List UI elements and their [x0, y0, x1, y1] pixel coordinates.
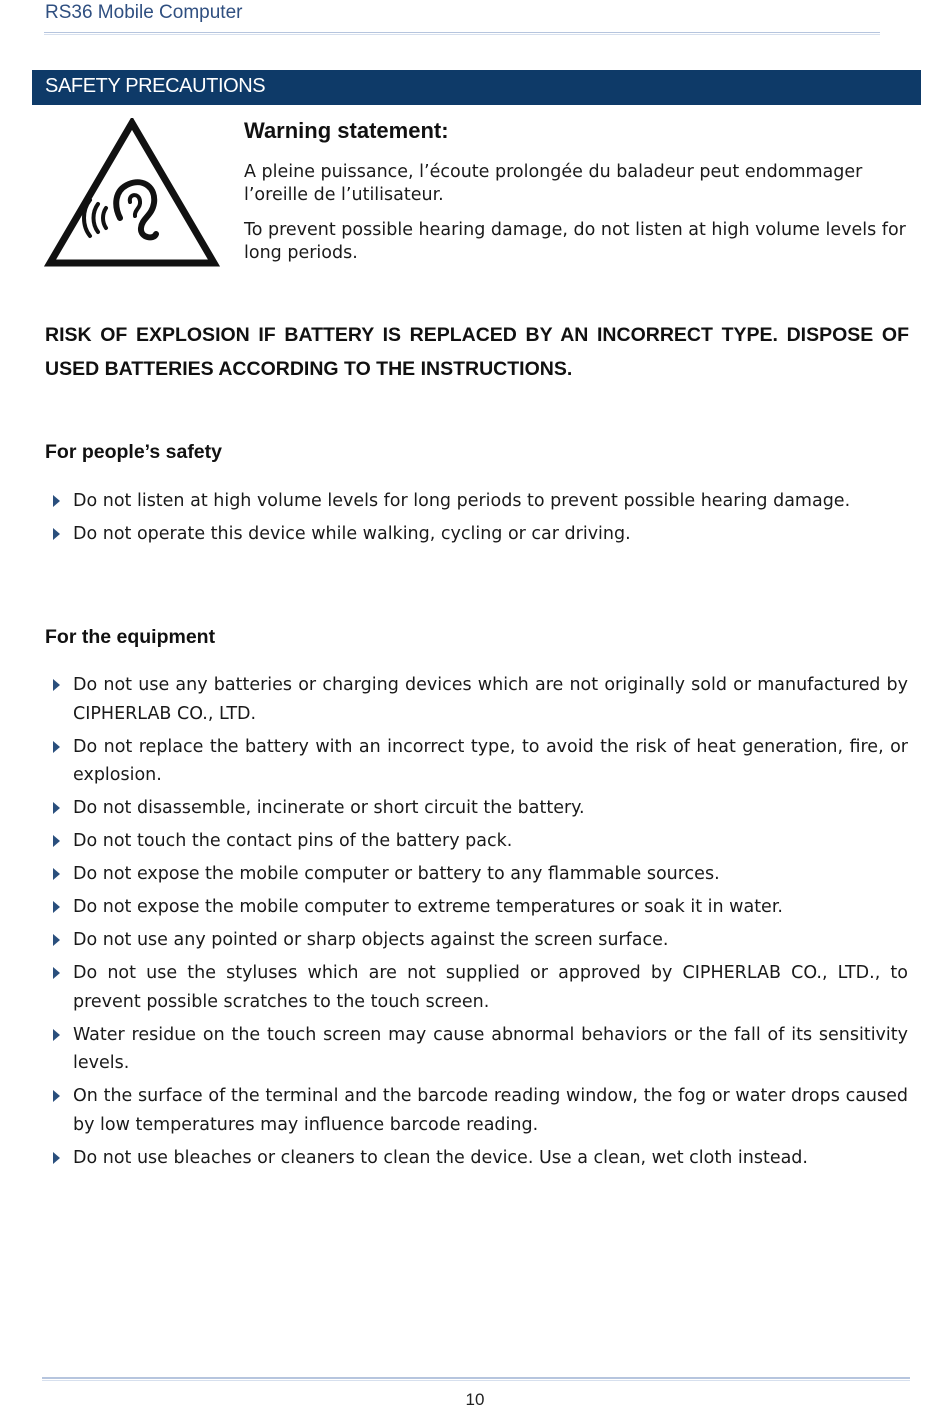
bullet-arrow-icon [53, 1152, 60, 1164]
explosion-notice: RISK OF EXPLOSION IF BATTERY IS REPLACED BY AN INCORRECT TYPE. DISPOSE OF USED BATTERIES ACCORDING TO THE INSTRUCTIONS. [45, 324, 909, 380]
list-item: On the surface of the terminal and the barcode reading window, the fog or water drops caused by low temperatures may influence barcode reading. [50, 1082, 908, 1139]
list-item: Do not use any pointed or sharp objects against the screen surface. [50, 926, 908, 955]
list-item: Water residue on the touch screen may cause abnormal behaviors or the fall of its sensitivity levels. [50, 1021, 908, 1078]
header-rule [44, 32, 880, 35]
warning-text-english: To prevent possible hearing damage, do not listen at high volume levels for long periods. [244, 220, 906, 263]
list-item: Do not use the styluses which are not supplied or approved by CIPHERLAB CO., LTD., to prevent possible scratches to the touch screen. [50, 959, 908, 1016]
list-item: Do not operate this device while walking, cycling or car driving. [50, 520, 908, 549]
bullet-arrow-icon [53, 741, 60, 753]
people-safety-list [50, 487, 908, 553]
hearing-damage-warning-icon [44, 118, 220, 268]
list-item: Do not touch the contact pins of the battery pack. [50, 827, 908, 856]
equipment-heading: For the equipment [45, 626, 216, 648]
section-title-banner: SAFETY PRECAUTIONS [32, 70, 921, 105]
list-item: Do not use any batteries or charging devices which are not originally sold or manufactured by CIPHERLAB CO., LTD. [50, 671, 908, 728]
running-header: RS36 Mobile Computer [45, 2, 243, 23]
page-number: 10 [465, 1390, 485, 1409]
list-item: Do not use bleaches or cleaners to clean the device. Use a clean, wet cloth instead. [50, 1144, 908, 1173]
bullet-arrow-icon [53, 528, 60, 540]
list-item: Do not expose the mobile computer to extreme temperatures or soak it in water. [50, 893, 908, 922]
list-item: Do not disassemble, incinerate or short circuit the battery. [50, 794, 908, 823]
bullet-arrow-icon [53, 868, 60, 880]
bullet-arrow-icon [53, 967, 60, 979]
footer-rule [42, 1377, 910, 1381]
warning-text-french: A pleine puissance, l’écoute prolongée du baladeur peut endommager l’oreille de l’utilisateur. [244, 162, 863, 205]
bullet-arrow-icon [53, 1029, 60, 1041]
list-item: Do not replace the battery with an incorrect type, to avoid the risk of heat generation, fire, or explosion. [50, 733, 908, 790]
bullet-arrow-icon [53, 934, 60, 946]
people-safety-heading: For people’s safety [45, 441, 222, 463]
bullet-arrow-icon [53, 835, 60, 847]
bullet-arrow-icon [53, 679, 60, 691]
equipment-list [50, 671, 908, 1177]
bullet-arrow-icon [53, 802, 60, 814]
bullet-arrow-icon [53, 901, 60, 913]
list-item: Do not listen at high volume levels for long periods to prevent possible hearing damage. [50, 487, 908, 516]
bullet-arrow-icon [53, 495, 60, 507]
bullet-arrow-icon [53, 1090, 60, 1102]
warning-title: Warning statement: [244, 118, 449, 143]
list-item: Do not expose the mobile computer or battery to any flammable sources. [50, 860, 908, 889]
